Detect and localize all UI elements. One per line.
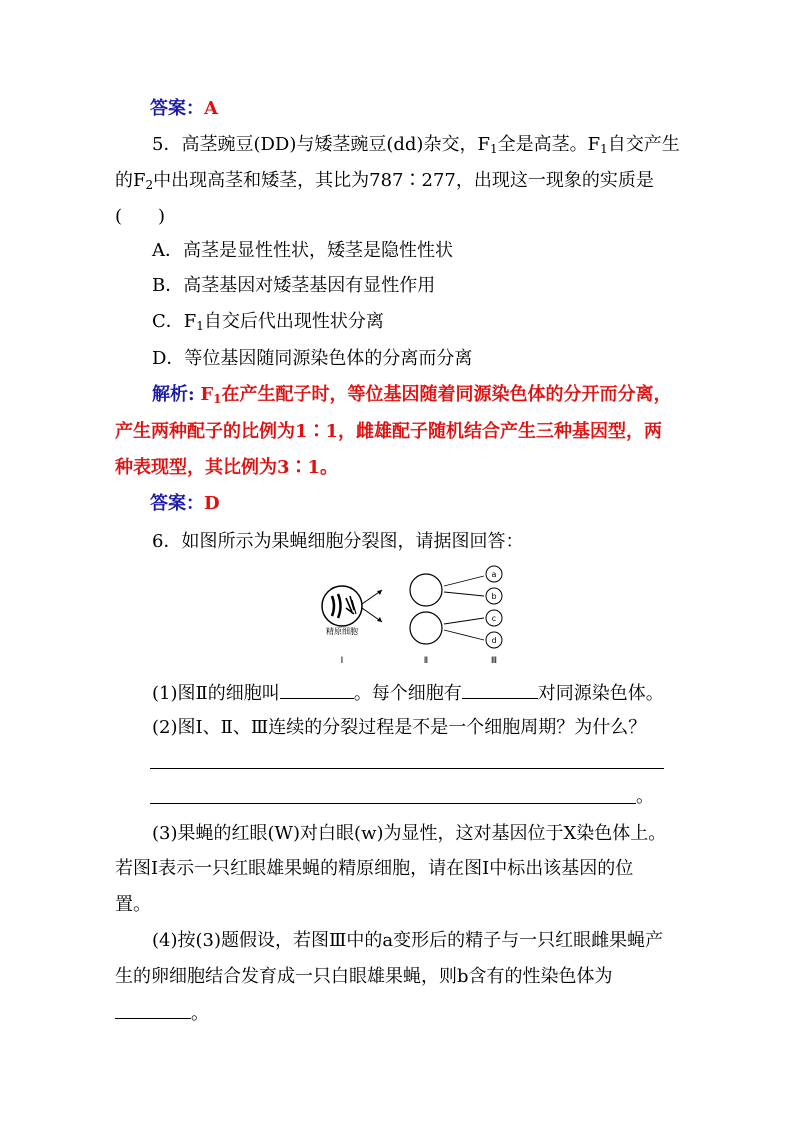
analysis-line-2: 产生两种配子的比例为1∶1，雌雄配子随机结合产生三种基因型，两 <box>115 421 663 442</box>
arrow <box>444 618 484 624</box>
option-b: B．高茎基因对矮茎基因有显性作用 <box>152 275 436 296</box>
subquestion-text: 对同源染色体。 <box>537 683 664 704</box>
subquestion-text: (1)图Ⅱ的细胞叫 <box>152 683 280 704</box>
arrow <box>444 592 484 596</box>
chromosome-mark <box>338 594 341 618</box>
answer-line-blank[interactable] <box>150 768 664 769</box>
subscript: 1 <box>489 142 498 156</box>
answer-blank[interactable] <box>462 680 538 699</box>
cell-letter: a <box>491 570 497 579</box>
analysis-line-3: 种表现型，其比例为3∶1。 <box>115 457 339 478</box>
subquestion-3-line-2: 若图Ⅰ表示一只红眼雄果蝇的精原细胞，请在图Ⅰ中标出该基因的位 <box>115 858 634 879</box>
arrow <box>444 630 484 640</box>
subquestion-2-period: 。 <box>636 786 654 807</box>
question-6-stem: 6．如图所示为果蝇细胞分裂图，请据图回答： <box>152 531 524 552</box>
option-c <box>152 310 384 334</box>
chromosome-mark <box>332 596 334 616</box>
subquestion-4-line-2: 生的卵细胞结合发育成一只白眼雄果蝇，则b含有的性染色体为 <box>115 966 613 987</box>
stem-text: 5．高茎豌豆(DD)与矮茎豌豆(dd)杂交，F <box>152 134 490 155</box>
stem-text: 自交产生 <box>607 134 680 155</box>
analysis-text: 在产生配子时，等位基因随着同源染色体的分开而分离， <box>221 384 672 405</box>
cell-label: 精原细胞 <box>326 627 358 636</box>
option-d: D．等位基因随同源染色体的分离而分离 <box>152 348 473 369</box>
subscript: 1 <box>196 319 204 333</box>
subquestion-2: (2)图Ⅰ、Ⅱ、Ⅲ连续的分裂过程是不是一个细胞周期？为什么？ <box>152 717 647 738</box>
cell-i-circle <box>322 586 362 626</box>
cell-letter: b <box>491 592 497 601</box>
cell-division-figure <box>316 560 516 670</box>
option-text: 自交后代出现性状分离 <box>203 311 384 332</box>
subquestion-1 <box>152 680 664 706</box>
answer-line <box>150 97 218 121</box>
stem-text: 的F <box>115 170 146 191</box>
question-5-stem-line-3: ( ) <box>115 206 166 227</box>
question-5-stem-line-1 <box>152 133 680 157</box>
roman-label: Ⅲ <box>490 656 498 666</box>
cell-letter: c <box>491 614 497 623</box>
option-a: A．高茎是显性性状，矮茎是隐性性状 <box>152 240 453 261</box>
subquestion-text: 。 <box>191 1003 209 1024</box>
subscript: 2 <box>145 178 154 192</box>
roman-label: Ⅰ <box>340 656 344 666</box>
answer-value: D <box>204 493 220 514</box>
answer-label: 答案： <box>150 98 204 119</box>
answer-label: 答案： <box>150 493 204 514</box>
subquestion-4-line-3 <box>115 1000 209 1026</box>
answer-value: A <box>204 98 218 119</box>
stem-text: 中出现高茎和矮茎，其比为787∶277，出现这一现象的实质是 <box>153 170 654 191</box>
subquestion-3-line-3: 置。 <box>115 894 151 915</box>
subscript: 1 <box>600 142 608 156</box>
analysis-text <box>200 384 671 405</box>
question-5-stem-line-2 <box>115 169 654 193</box>
roman-label: Ⅱ <box>423 656 429 666</box>
arrow <box>444 576 484 586</box>
cell-letter: d <box>491 636 497 645</box>
subquestion-text: 。每个细胞有 <box>353 683 462 704</box>
answer-blank[interactable] <box>115 1000 191 1019</box>
subscript: 1 <box>213 392 222 406</box>
cell-division-diagram <box>316 560 516 670</box>
answer-line <box>150 492 220 516</box>
analysis-text: F <box>200 384 214 405</box>
cell-ii-top <box>410 574 442 606</box>
analysis-label: 解析: <box>152 384 195 405</box>
chromosome-mark <box>346 596 354 614</box>
answer-blank[interactable] <box>280 680 354 699</box>
answer-line-blank[interactable] <box>150 803 636 804</box>
stem-text: 全是高茎。F <box>497 134 601 155</box>
analysis-line-1 <box>152 383 672 407</box>
subquestion-3-line-1: (3)果蝇的红眼(W)对白眼(w)为显性，这对基因位于X染色体上。 <box>152 823 667 844</box>
option-text: C．F <box>152 311 197 332</box>
cell-ii-bottom <box>410 612 442 644</box>
subquestion-4-line-1: (4)按(3)题假设，若图Ⅲ中的a变形后的精子与一只红眼雌果蝇产 <box>152 930 664 951</box>
